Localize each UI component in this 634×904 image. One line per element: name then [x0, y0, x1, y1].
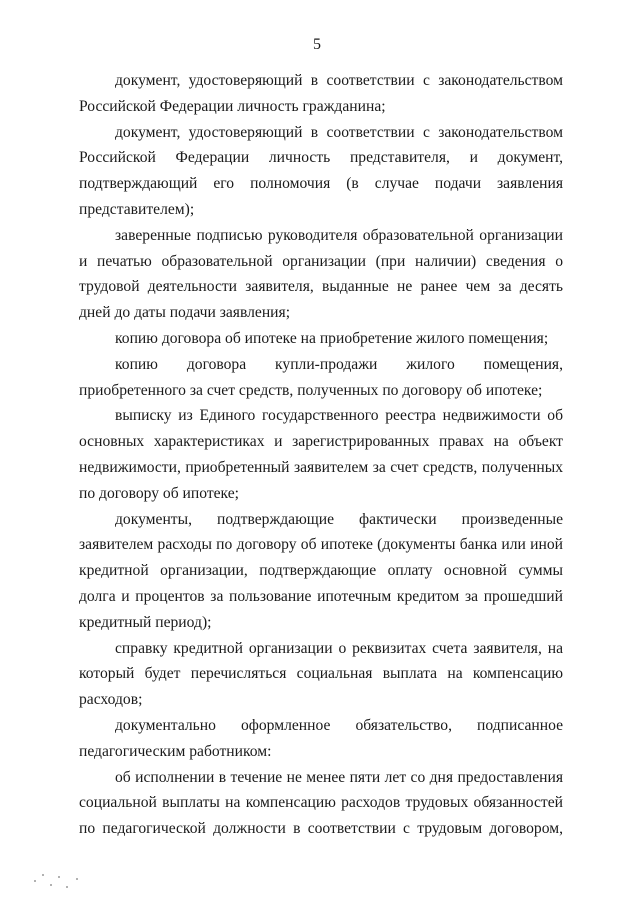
paragraph-bank-certificate: справку кредитной организации о реквизитах счета заявителя, на который будет перечисляться социальная выплата на компенсацию расходов;	[79, 639, 563, 709]
document-body	[79, 68, 563, 842]
paragraph-registry-extract: выписку из Единого государственного реестра недвижимости об основных характеристиках и зарегистрированных правах на объект недвижимости, приобретенный заявителем за счет средств, полученных по договору об ипотеке;	[79, 407, 563, 502]
paragraph-representative-document: документ, удостоверяющий в соответствии с законодательством Российской Федерации личность представителя, и документ, подтверждающий его полномочия (в случае подачи заявления представителем);	[79, 123, 563, 218]
paragraph-expense-documents: документы, подтверждающие фактически произведенные заявителем расходы по договору об ипотеке (документы банка или иной кредитной организации, подтверждающие оплату основной суммы долга и процентов за пользование ипотечным кредитом за прошедший кредитный период);	[79, 510, 563, 631]
scan-specks	[30, 870, 90, 900]
paragraph-employment-information: заверенные подписью руководителя образовательной организации и печатью образовательной организации (при наличии) сведения о трудовой деятельности заявителя, выданные не ранее чем за десять дней до даты подачи заявления;	[79, 226, 563, 322]
paragraph-obligation: документально оформленное обязательство, подписанное педагогическим работником:	[79, 716, 563, 760]
paragraph-purchase-contract-copy: копию договора купли-продажи жилого помещения, приобретенного за счет средств, полученных по договору об ипотеке;	[79, 355, 563, 399]
paragraph-obligation-detail: об исполнении в течение не менее пяти лет со дня предоставления социальной выплаты на компенсацию расходов трудовых обязанностей по педагогической должности в соответствии с трудовым договором,	[79, 768, 563, 838]
page-number: 5	[313, 36, 321, 53]
paragraph-mortgage-contract-copy: копию договора об ипотеке на приобретение жилого помещения;	[115, 329, 549, 347]
paragraph-identity-document: документ, удостоверяющий в соответствии с законодательством Российской Федерации личность гражданина;	[79, 72, 563, 115]
